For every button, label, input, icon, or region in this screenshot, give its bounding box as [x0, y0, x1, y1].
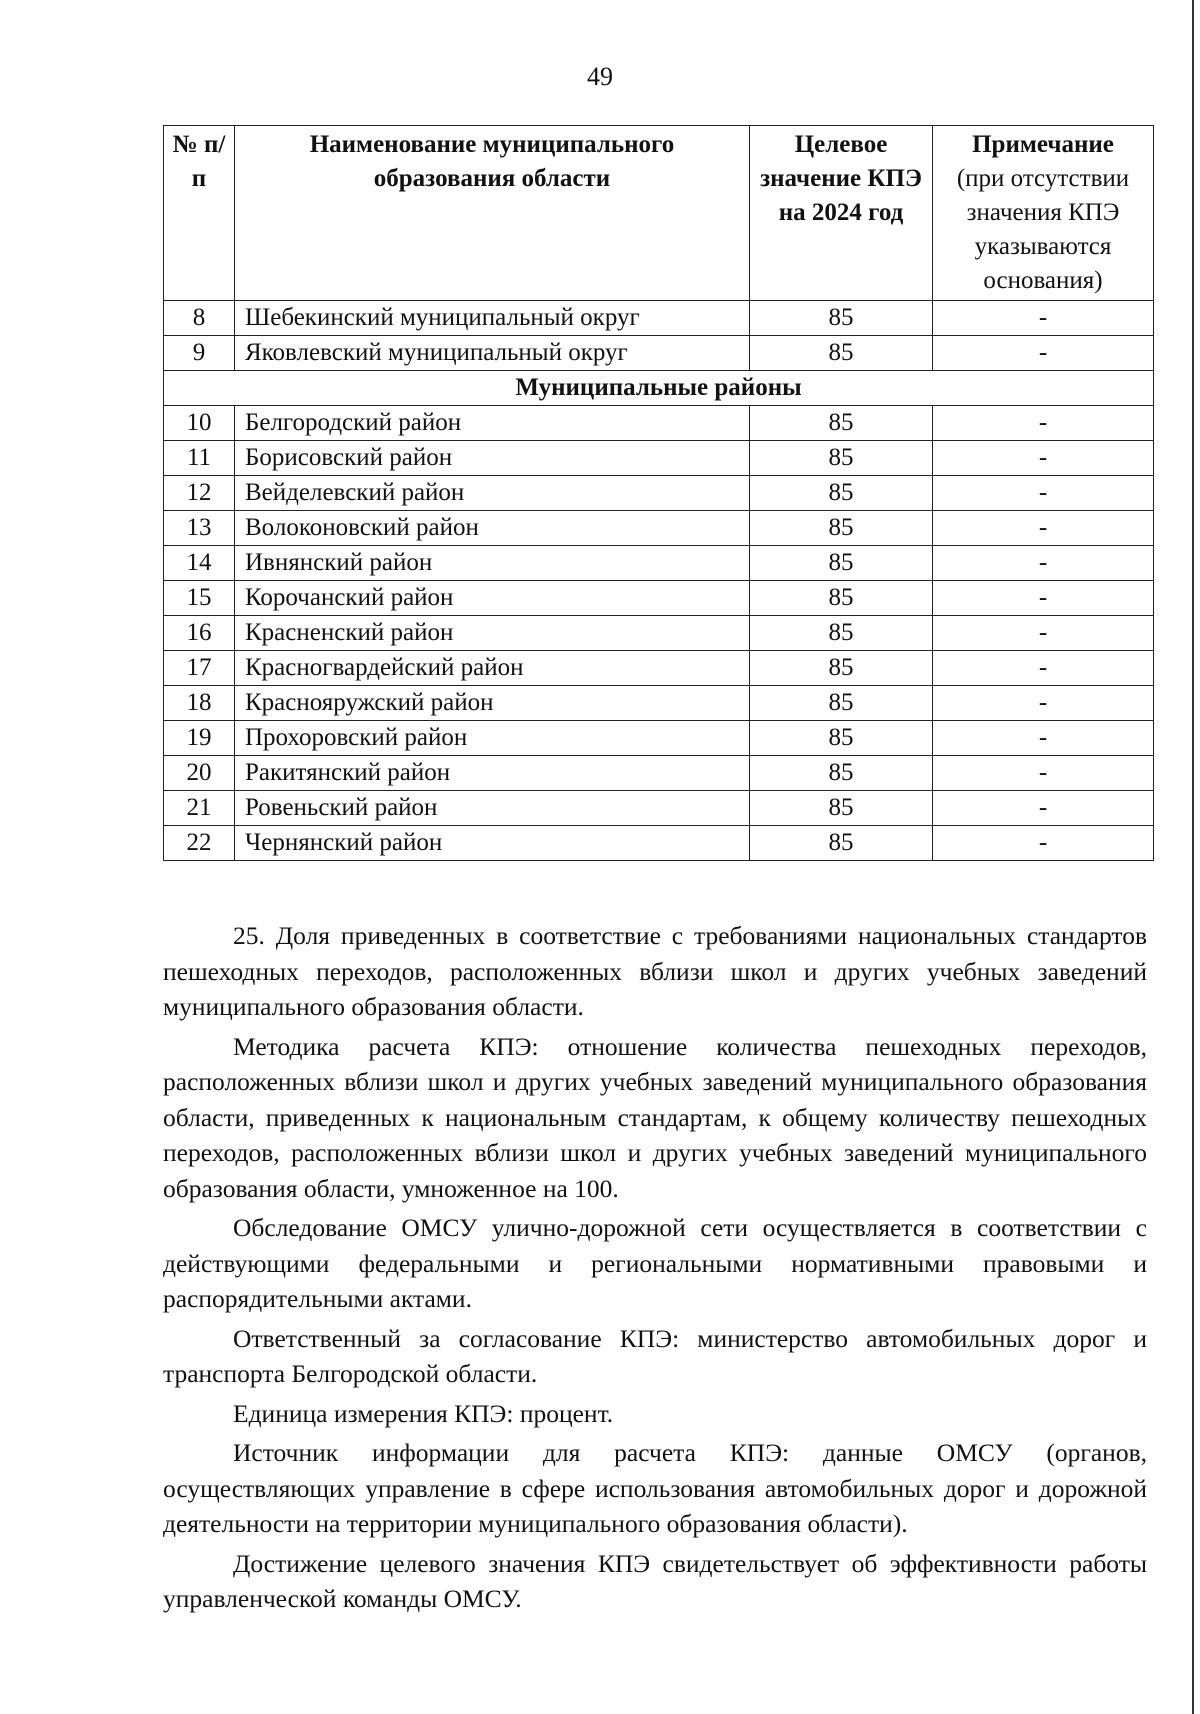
- row-name: Яковлевский муниципальный округ: [235, 336, 750, 371]
- row-name: Шебекинский муниципальный округ: [235, 301, 750, 336]
- row-name: Белгородский район: [235, 406, 750, 441]
- table-row: [164, 301, 1154, 336]
- row-num: 16: [164, 616, 235, 651]
- table-row: [164, 721, 1154, 756]
- row-note: -: [933, 581, 1154, 616]
- table-row: [164, 791, 1154, 826]
- row-num: 11: [164, 441, 235, 476]
- paragraph: Единица измерения КПЭ: процент.: [233, 1398, 614, 1428]
- row-value: 85: [750, 686, 933, 721]
- row-note: -: [933, 791, 1154, 826]
- row-value: 85: [750, 546, 933, 581]
- header-value: Целевое значение КПЭ на 2024 год: [750, 126, 933, 301]
- row-name: Ракитянский район: [235, 756, 750, 791]
- row-note: -: [933, 546, 1154, 581]
- row-value: 85: [750, 791, 933, 826]
- table-row: [164, 476, 1154, 511]
- row-num: 14: [164, 546, 235, 581]
- row-note: -: [933, 441, 1154, 476]
- row-name: Волоконовский район: [235, 511, 750, 546]
- row-num: 22: [164, 826, 235, 861]
- table-row: [164, 651, 1154, 686]
- body-text: [163, 918, 1147, 1621]
- row-num: 9: [164, 336, 235, 371]
- table-row: [164, 756, 1154, 791]
- section-title: Муниципальные районы: [164, 371, 1154, 406]
- row-num: 12: [164, 476, 235, 511]
- table-row: [164, 826, 1154, 861]
- table-row: [164, 546, 1154, 581]
- row-value: 85: [750, 826, 933, 861]
- row-value: 85: [750, 721, 933, 756]
- row-note: -: [933, 616, 1154, 651]
- row-note: -: [933, 301, 1154, 336]
- row-note: -: [933, 721, 1154, 756]
- row-name: Борисовский район: [235, 441, 750, 476]
- row-value: 85: [750, 511, 933, 546]
- table-row: [164, 511, 1154, 546]
- row-num: 15: [164, 581, 235, 616]
- row-name: Красненский район: [235, 616, 750, 651]
- row-name: Чернянский район: [235, 826, 750, 861]
- row-value: 85: [750, 476, 933, 511]
- row-num: 21: [164, 791, 235, 826]
- table-row: [164, 581, 1154, 616]
- row-num: 19: [164, 721, 235, 756]
- row-name: Ивнянский район: [235, 546, 750, 581]
- row-note: -: [933, 476, 1154, 511]
- row-value: 85: [750, 756, 933, 791]
- paragraph: Источник информации для расчета КПЭ: данные ОМСУ (органов, осуществляющих управление в сфере использования автомобильных дорог и дорожной деятельности на территории муниципального образования области).: [163, 1438, 1147, 1538]
- row-note: -: [933, 756, 1154, 791]
- page-number: 49: [587, 62, 613, 91]
- row-name: Краснояружский район: [235, 686, 750, 721]
- table-row: [164, 336, 1154, 371]
- row-value: 85: [750, 616, 933, 651]
- section-row: [164, 371, 1154, 406]
- row-value: 85: [750, 441, 933, 476]
- row-num: 20: [164, 756, 235, 791]
- row-value: 85: [750, 336, 933, 371]
- paragraph: Обследование ОМСУ улично-дорожной сети осуществляется в соответствии с действующими федеральными и региональными нормативными правовыми и распорядительными актами.: [163, 1213, 1147, 1313]
- table-header-row: [164, 126, 1154, 301]
- row-name: Красногвардейский район: [235, 651, 750, 686]
- row-note: -: [933, 686, 1154, 721]
- kpi-table: [163, 125, 1154, 861]
- row-num: 10: [164, 406, 235, 441]
- header-note-title: Примечание: [972, 131, 1114, 158]
- table-row: [164, 406, 1154, 441]
- row-note: -: [933, 406, 1154, 441]
- paragraph: Ответственный за согласование КПЭ: министерство автомобильных дорог и транспорта Белгородской области.: [163, 1323, 1147, 1388]
- header-note-subtitle: (при отсутствии значения КПЭ указываются основания): [956, 165, 1130, 294]
- row-num: 18: [164, 686, 235, 721]
- paragraph: Методика расчета КПЭ: отношение количества пешеходных переходов, расположенных вблизи школ и других учебных заведений муниципального образования области, приведенных к национальным стандартам, к общему количеству пешеходных переходов, расположенных вблизи школ и других учебных заведений муниципального образования области, умноженное на 100.: [163, 1031, 1147, 1203]
- paragraph: 25. Доля приведенных в соответствие с требованиями национальных стандартов пешеходных переходов, расположенных вблизи школ и других учебных заведений муниципального образования области.: [163, 921, 1147, 1021]
- row-value: 85: [750, 301, 933, 336]
- header-num: № п/п: [164, 126, 235, 301]
- row-num: 17: [164, 651, 235, 686]
- table-row: [164, 686, 1154, 721]
- row-name: Корочанский район: [235, 581, 750, 616]
- row-value: 85: [750, 406, 933, 441]
- row-value: 85: [750, 581, 933, 616]
- row-value: 85: [750, 651, 933, 686]
- row-num: 13: [164, 511, 235, 546]
- table-row: [164, 441, 1154, 476]
- row-note: -: [933, 826, 1154, 861]
- row-num: 8: [164, 301, 235, 336]
- row-name: Ровеньский район: [235, 791, 750, 826]
- row-note: -: [933, 651, 1154, 686]
- header-name: Наименование муниципального образования области: [235, 126, 750, 301]
- table-row: [164, 616, 1154, 651]
- row-note: -: [933, 511, 1154, 546]
- paragraph: Достижение целевого значения КПЭ свидетельствует об эффективности работы управленческой команды ОМСУ.: [163, 1548, 1147, 1613]
- row-name: Прохоровский район: [235, 721, 750, 756]
- row-name: Вейделевский район: [235, 476, 750, 511]
- header-note: [933, 126, 1154, 301]
- row-note: -: [933, 336, 1154, 371]
- page-edge-rule: [1192, 0, 1194, 1714]
